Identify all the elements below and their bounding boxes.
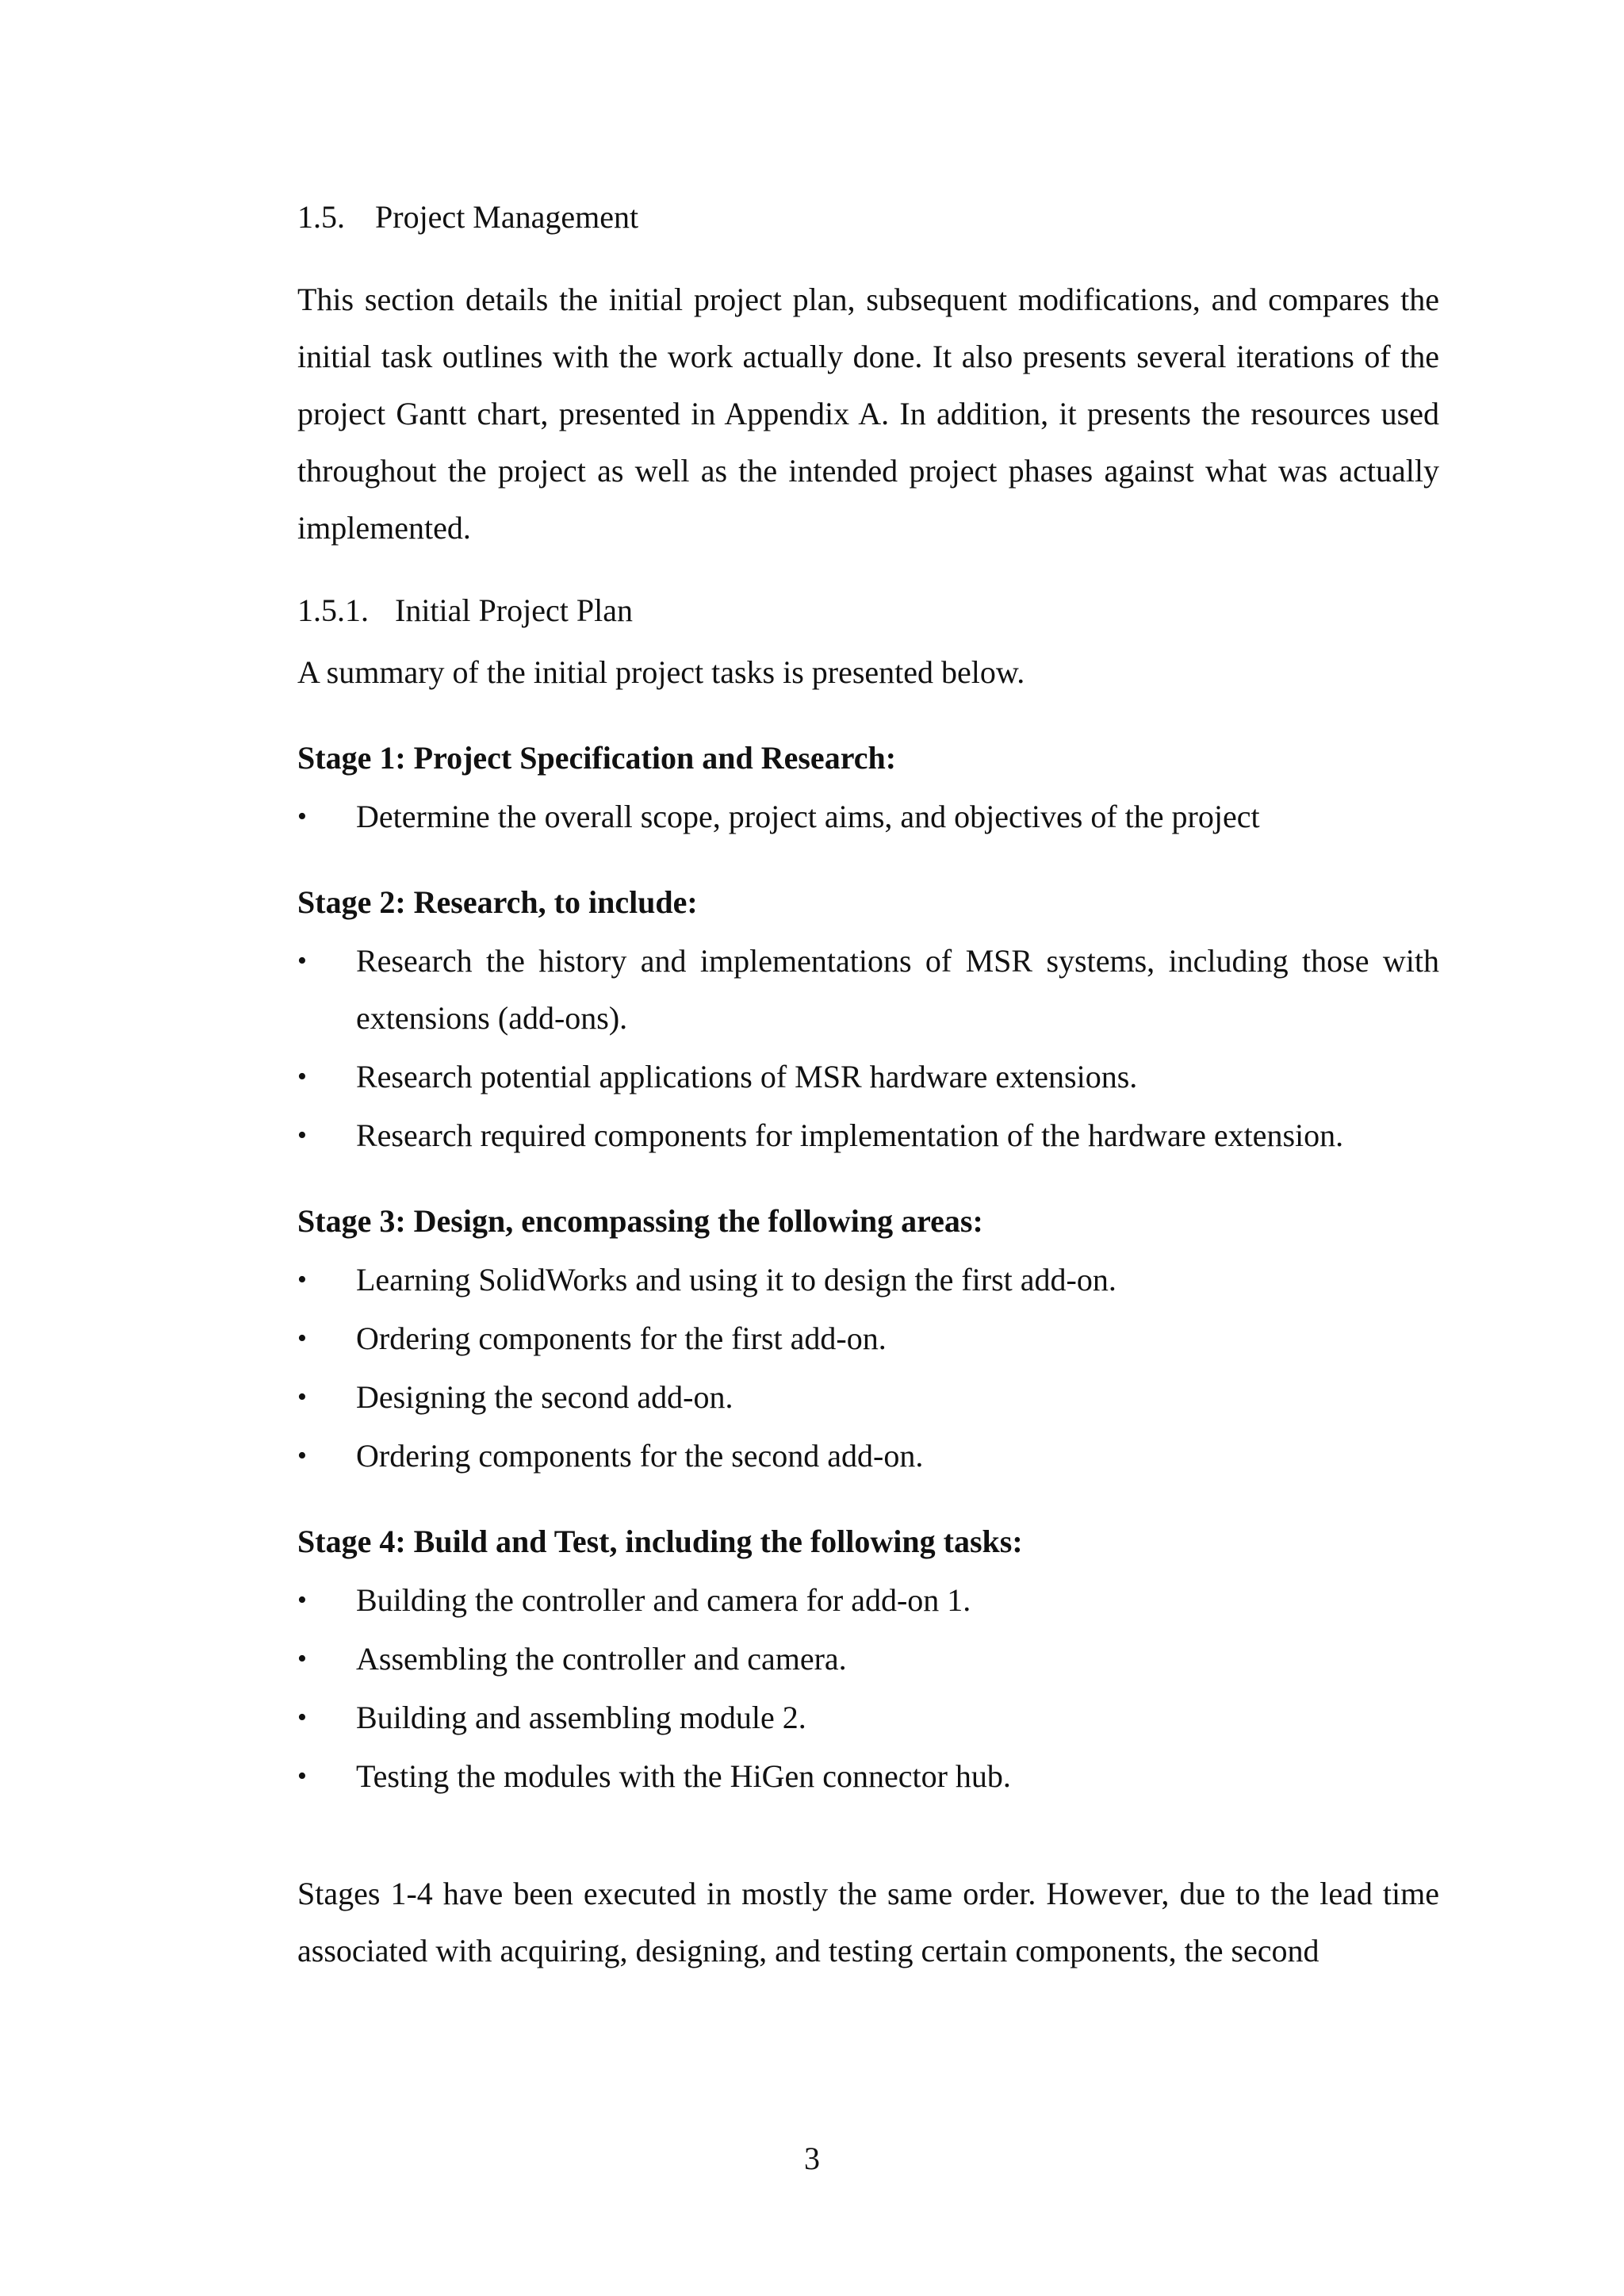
list-item [297, 1310, 1439, 1367]
page-content [297, 187, 1439, 2011]
section-heading [297, 187, 1439, 247]
list-item [297, 1631, 1439, 1688]
list-item-text: Building and assembling module 2. [356, 1700, 806, 1735]
stage-block [297, 874, 1439, 1164]
list-item-text: Research required components for implementation of the hardware extension. [356, 1117, 1344, 1153]
stage-title: Stage 1: Project Specification and Research: [297, 740, 897, 776]
list-item-text: Ordering components for the first add-on. [356, 1320, 887, 1356]
list-item-text: Building the controller and camera for add-on 1. [356, 1582, 971, 1618]
list-item-text: Testing the modules with the HiGen connector hub. [356, 1758, 1011, 1794]
list-item [297, 1572, 1439, 1629]
stage-block [297, 1193, 1439, 1485]
list-item-text: Assembling the controller and camera. [356, 1641, 847, 1677]
stage-block [297, 1513, 1439, 1805]
list-item [297, 1689, 1439, 1746]
list-item-text: Determine the overall scope, project aims, and objectives of the project [356, 799, 1260, 834]
bullet-icon: • [297, 946, 307, 976]
stage-title: Stage 4: Build and Test, including the following tasks: [297, 1524, 1023, 1559]
list-item-text: Learning SolidWorks and using it to design the first add-on. [356, 1262, 1116, 1297]
bullet-icon: • [297, 1644, 307, 1673]
bullet-icon: • [297, 1265, 307, 1294]
list-item [297, 1251, 1439, 1309]
section-title: Project Management [375, 199, 639, 235]
bullet-icon: • [297, 1121, 307, 1150]
subsection-heading [297, 581, 1439, 641]
list-item-text: Research the history and implementations of MSR systems, including those with extensions (add-ons). [356, 943, 1439, 1036]
list-item [297, 1048, 1439, 1106]
stage-task-list [297, 1572, 1439, 1805]
closing-paragraph: Stages 1-4 have been executed in mostly the same order. However, due to the lead time associated with acquiring, designing, and testing certain components, the second [297, 1876, 1439, 1968]
subsection-summary: A summary of the initial project tasks is presented below. [297, 654, 1025, 690]
list-item [297, 1369, 1439, 1426]
subsection-title: Initial Project Plan [395, 592, 633, 628]
subsection-number: 1.5.1. [297, 592, 369, 628]
bullet-icon: • [297, 1441, 307, 1470]
list-item-text: Research potential applications of MSR hardware extensions. [356, 1059, 1138, 1094]
stage-task-list [297, 933, 1439, 1164]
bullet-icon: • [297, 802, 307, 831]
stages-list [297, 730, 1439, 1805]
page-number: 3 [804, 2141, 820, 2176]
stage-title: Stage 2: Research, to include: [297, 884, 698, 920]
list-item [297, 1428, 1439, 1485]
section-intro-paragraph: This section details the initial project plan, subsequent modifications, and compares the initial task outlines with the work actually done. It also presents several iterations of the project Gantt chart, presented in Appendix A. In addition, it presents the resources used throughout the project as well as the intended project phases against what was actually implemented. [297, 282, 1439, 546]
list-item [297, 1748, 1439, 1805]
stage-task-list [297, 1251, 1439, 1485]
bullet-icon: • [297, 1382, 307, 1412]
list-item-text: Ordering components for the second add-on. [356, 1438, 924, 1474]
list-item [297, 1107, 1439, 1164]
bullet-icon: • [297, 1761, 307, 1791]
list-item-text: Designing the second add-on. [356, 1379, 733, 1415]
stage-task-list [297, 788, 1439, 845]
section-number: 1.5. [297, 199, 345, 235]
stage-block [297, 730, 1439, 845]
bullet-icon: • [297, 1062, 307, 1091]
bullet-icon: • [297, 1324, 307, 1353]
stage-title: Stage 3: Design, encompassing the following areas: [297, 1203, 983, 1239]
bullet-icon: • [297, 1585, 307, 1615]
list-item [297, 788, 1439, 845]
list-item [297, 933, 1439, 1047]
bullet-icon: • [297, 1703, 307, 1732]
